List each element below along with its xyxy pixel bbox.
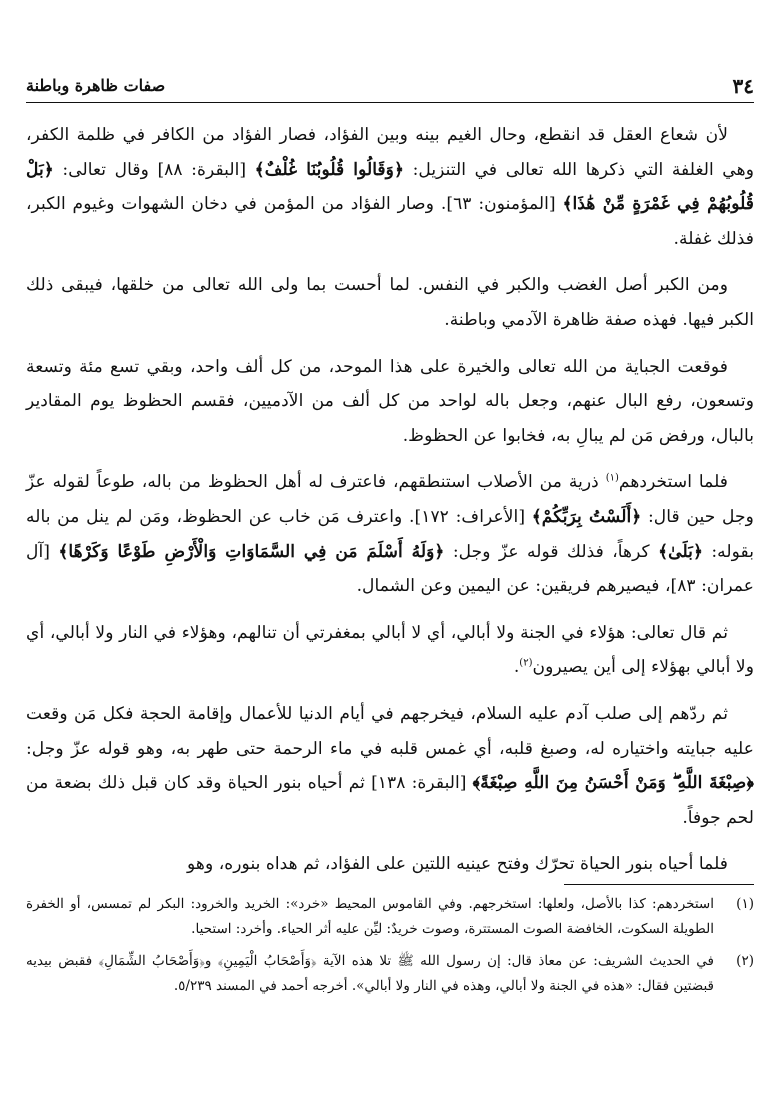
text-run: لأن شعاع العقل قد انقطع، وحال الغيم بينه وبين الفؤاد، فصار الفؤاد من الكافر في ظلمة الكفر، وهي الغلفة التي ذكرها الله تعالى في التنزيل: bbox=[26, 125, 754, 180]
footnote bbox=[26, 892, 754, 941]
quran-quote: ﴿صِبْغَةَ اللَّهِ ۖ وَمَنْ أَحْسَنُ مِنَ اللَّهِ صِبْغَةً﴾ bbox=[472, 773, 754, 794]
text-run: فلما أحياه بنور الحياة تحرّك وفتح عينيه اللتين على الفؤاد، ثم هداه بنوره، وهو bbox=[187, 854, 728, 875]
text-run: كرهاً، فذلك قوله عزّ وجل: bbox=[444, 541, 659, 562]
quran-quote: ﴿بَلْ قُلُوبُهُمْ فِي غَمْرَةٍ مِّنْ هَٰذَا﴾ bbox=[26, 159, 754, 215]
text-run: [الأعراف: ١٧٢]. واعترف مَن خاب عن الحظوظ، ومَن لم ينل من باله بقوله: bbox=[26, 506, 754, 562]
text-run: [البقرة: ١٣٨] ثم أحياه بنور الحياة وقد كان قبل ذلك بضعة من لحم جوفاً. bbox=[26, 773, 754, 828]
page-number: ٣٤ bbox=[732, 74, 754, 98]
paragraph bbox=[26, 118, 754, 256]
footnote-separator bbox=[564, 884, 754, 885]
text-run: فوقعت الجباية من الله تعالى والخيرة على هذا الموحد، من كل ألف واحد، وبقي تسع مئة وتسعة وتسعون، رفع البال عنهم، وجعل باله لواحد من كل ألف من الآدميين، فقسم الحظوظ يوم المقادير بالبال، ورفض مَن لم يبالِ به، فخابوا عن الحظوظ. bbox=[26, 356, 754, 446]
footnote-text: في الحديث الشريف: عن معاذ قال: إن رسول الله ﷺ تلا هذه الآية ﴿وَأَصْحَابُ الْيَمِينِ﴾ و﴿وَأَصْحَابُ الشِّمَالِ﴾ فقبض بيديه قبضتين فقال: «هذه في الجنة ولا أبالي، وهذه في النار ولا أبالي». أخرجه أحمد في المسند ٥/٢٣٩. bbox=[26, 953, 714, 994]
main-text bbox=[26, 118, 754, 894]
text-run: ثم قال تعالى: هؤلاء في الجنة ولا أبالي، أي لا أبالي بمغفرتي أن تنالهم، وهؤلاء في النار ولا أبالي، أي ولا أبالي بهؤلاء إلى أين يصيرون bbox=[26, 622, 754, 678]
quran-quote: ﴿وَلَهُ أَسْلَمَ مَن فِي السَّمَاوَاتِ وَالْأَرْضِ طَوْعًا وَكَرْهًا﴾ bbox=[58, 541, 445, 562]
paragraph bbox=[26, 616, 754, 685]
text-run: [المؤمنون: ٦٣]. وصار الفؤاد من المؤمن في دخان الشهوات وغيوم الكبر، فذلك غفلة. bbox=[26, 194, 754, 249]
quran-quote: ﴿وَقَالُوا قُلُوبُنَا غُلْفٌ﴾ bbox=[254, 159, 405, 180]
text-run: ثم ردّهم إلى صلب آدم عليه السلام، فيخرجهم في أيام الدنيا للأعمال وإقامة الحجة فكل مَن وقعت عليه جبايته واختياره له، وصبغ قلبه، أي غمس قلبه في ماء الرحمة حتى طهر به، وهو قوله عزّ وجل: bbox=[26, 703, 754, 759]
quran-quote: ﴿بَلَىٰ﴾ bbox=[658, 541, 704, 562]
footnote bbox=[26, 949, 754, 998]
paragraph bbox=[26, 847, 754, 882]
quran-quote: ﴿أَلَسْتُ بِرَبِّكُمْ﴾ bbox=[531, 506, 642, 527]
footnotes bbox=[26, 892, 754, 1006]
text-run: [آل عمران: ٨٣]، فيصيرهم فريقين: عن اليمين وعن الشمال. bbox=[26, 541, 754, 597]
paragraph bbox=[26, 465, 754, 603]
footnote-marker: (٢) bbox=[519, 657, 533, 669]
footnote-text: استخردهم: كذا بالأصل، ولعلها: استخرجهم. وفي القاموس المحيط «خرد»: الخريد والخرود: البكر لم تمسس، أو الخفرة الطويلة السكوت، الخافضة الصوت المستترة، وصوت خريدٌ: ليِّن عليه أثر الحياء. وأخرد: استحيا. bbox=[26, 896, 714, 937]
text-run: . bbox=[513, 657, 520, 678]
text-run: ذرية من الأصلاب استنطقهم، فاعترف له أهل الحظوظ من باله، طوعاً لقوله عزّ وجل حين قال: bbox=[26, 472, 754, 527]
text-run: ومن الكبر أصل الغضب والكبر في النفس. لما أحست بما ولى الله تعالى من خلقها، فيبقى ذلك الكبر فيها. فهذه صفة ظاهرة الآدمي وباطنة. bbox=[26, 275, 754, 330]
paragraph bbox=[26, 697, 754, 835]
paragraph bbox=[26, 268, 754, 337]
running-title: صفات ظاهرة وباطنة bbox=[26, 76, 166, 95]
text-run: [البقرة: ٨٨] وقال تعالى: bbox=[53, 159, 255, 180]
footnote-marker: (١) bbox=[605, 472, 619, 484]
footnote-number: (١) bbox=[736, 896, 754, 912]
text-run: فلما استخردهم bbox=[618, 472, 729, 493]
footnote-number: (٢) bbox=[736, 953, 754, 969]
running-header bbox=[26, 72, 754, 103]
paragraph bbox=[26, 350, 754, 454]
